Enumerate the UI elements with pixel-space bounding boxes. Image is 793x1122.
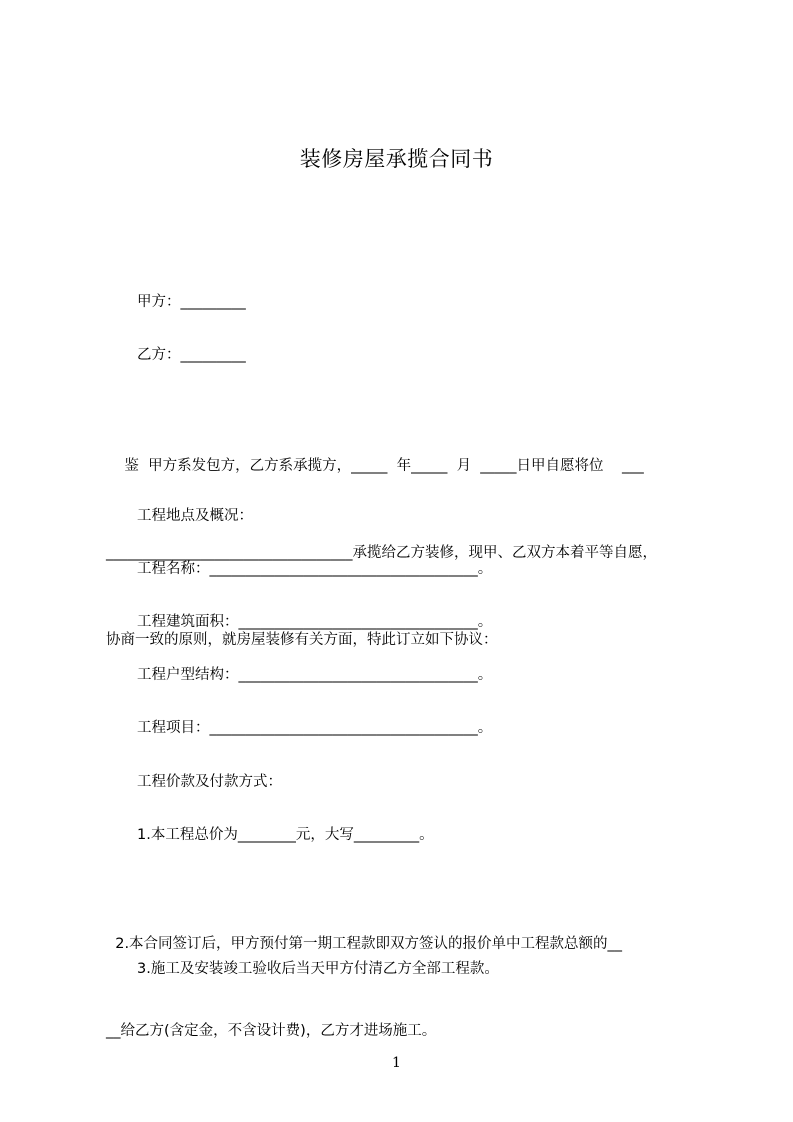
preamble-line-3: 协商一致的原则，就房屋装修有关方面，特此订立如下协议： xyxy=(106,632,498,648)
project-name-line: 工程名称：_____________________________________。 xyxy=(137,561,493,577)
party-b-line: 乙方：_________ xyxy=(137,347,246,363)
preamble-line-1: 鉴 甲方系发包方，乙方系承揽方，_____ 年_____ 月 _____日甲自愿将位 ___ xyxy=(106,458,644,474)
page-number: 1 xyxy=(392,1055,401,1071)
unit-structure-line: 工程户型结构：_________________________________。 xyxy=(137,667,493,683)
document-title: 装修房屋承揽合同书 xyxy=(299,147,494,171)
payment-clause-2-line-2: __给乙方(含定金，不含设计费)，乙方才进场施工。 xyxy=(106,1023,437,1039)
section-heading-site: 工程地点及概况： xyxy=(137,508,253,524)
payment-clause-1: 1.本工程总价为________元，大写_________。 xyxy=(137,827,434,843)
party-a-line: 甲方：_________ xyxy=(137,294,246,310)
project-items-line: 工程项目：_____________________________________。 xyxy=(137,720,493,736)
building-area-line: 工程建筑面积：_________________________________。 xyxy=(137,614,493,630)
payment-clause-2-line-1: 2.本合同签订后，甲方预付第一期工程款即双方签认的报价单中工程款总额的__ xyxy=(106,936,623,952)
section-heading-payment: 工程价款及付款方式： xyxy=(137,774,282,790)
payment-clause-3: 3.施工及安装竣工验收后当天甲方付清乙方全部工程款。 xyxy=(137,961,499,977)
preamble-line-2: __________________________________承揽给乙方装修，现甲、乙双方本着平等自愿， xyxy=(106,545,657,561)
